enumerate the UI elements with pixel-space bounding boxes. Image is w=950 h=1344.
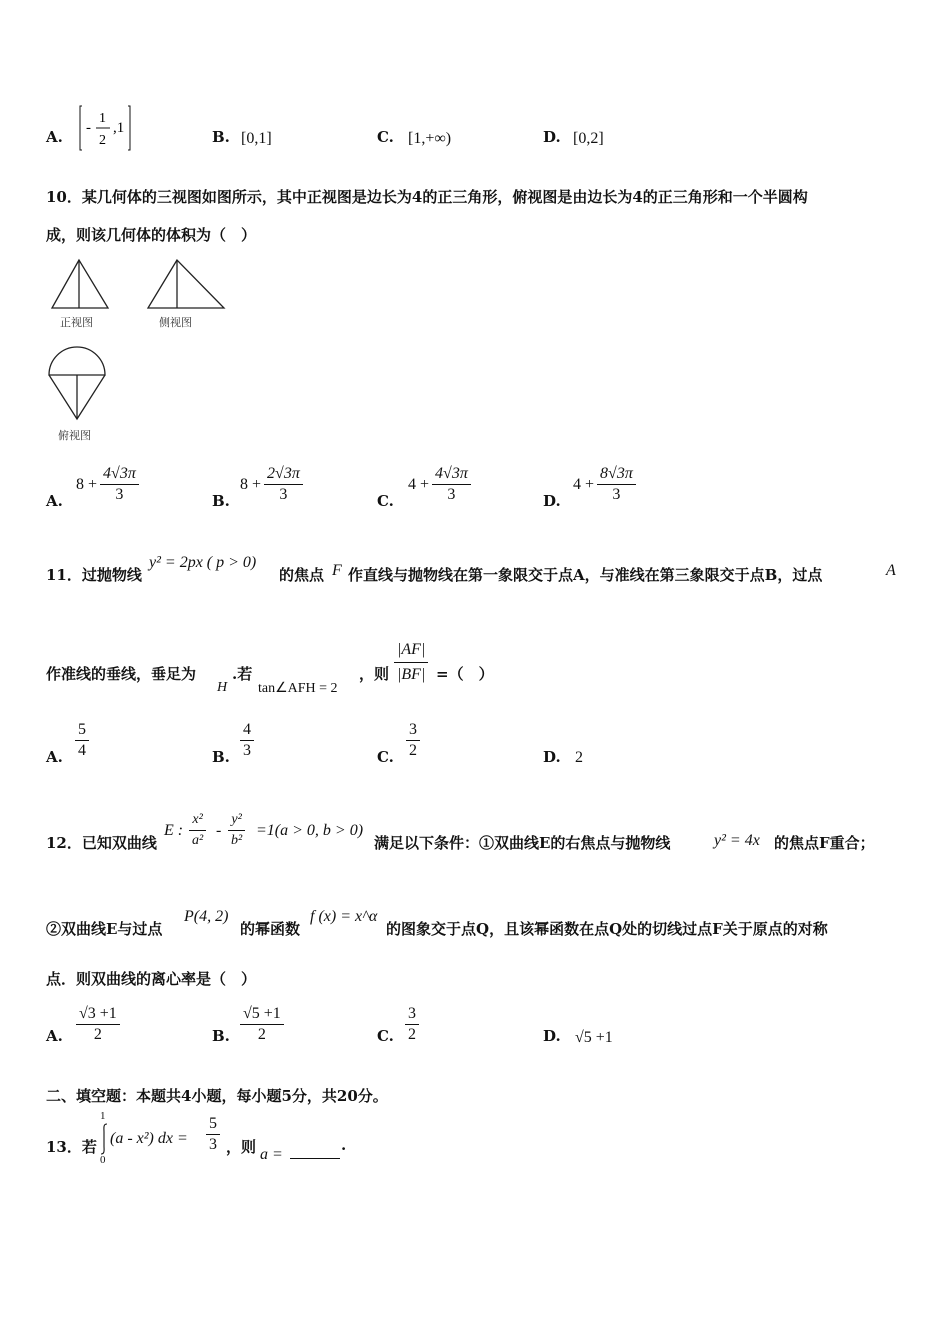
q11-c-num: 3 [406, 720, 420, 741]
q11-option-a-label: A. [46, 748, 63, 766]
q10-c-den: 3 [447, 486, 456, 503]
integral-sign-icon [98, 1122, 110, 1156]
q11-option-c-value [406, 720, 420, 761]
q12-y-term [228, 810, 245, 851]
q11-option-c-label: C. [377, 748, 394, 766]
q11-tan-condition: tan∠AFH = 2 [258, 681, 338, 696]
q12-eq-tail: =1(a > 0, b > 0) [256, 822, 364, 839]
section-2-title: 二、填空题：本题共4小题，每小题5分，共20分。 [46, 1087, 388, 1105]
q11-text-5: .若 [232, 665, 253, 683]
q11-text-7: =（ ） [436, 665, 494, 683]
q11-text-3: 作直线与抛物线在第一象限交于点A，与准线在第三象限交于点B，过点 [348, 566, 823, 584]
q13-fraction [206, 1114, 220, 1155]
q10-option-c-label: C. [377, 492, 394, 510]
q10-d-den: 3 [612, 486, 621, 503]
q12-c-den: 2 [408, 1026, 416, 1043]
q11-text-4: 作准线的垂线，垂足为 [46, 665, 197, 683]
q12-text-1: 12．已知双曲线 [46, 834, 157, 852]
q11-text-1: 11．过抛物线 [46, 566, 142, 584]
q12-b-den: 2 [257, 1026, 266, 1043]
q10-d-lead: 4 + [573, 475, 595, 493]
q12-a2: a² [192, 833, 204, 848]
q11-b-den: 3 [243, 742, 251, 759]
q10-stem-line2: 成，则该几何体的体积为（ ） [46, 226, 257, 244]
q10-c-lead: 4 + [408, 475, 430, 493]
three-view-figure [44, 256, 234, 446]
q12-line1 [46, 810, 926, 860]
q10-option-a-value [76, 464, 139, 505]
q11-parabola-eq: y² = 2px ( p > 0) [149, 554, 257, 571]
q12-line2 [46, 900, 926, 940]
q10-option-a-label: A. [46, 492, 63, 510]
q10-a-den: 3 [115, 486, 124, 503]
q12-option-a-label: A. [46, 1027, 63, 1045]
q10-option-d-label: D. [543, 492, 561, 510]
q10-b-lead: 8 + [240, 475, 262, 493]
svg-text:,1: ,1 [113, 120, 125, 136]
q12-option-d-value: √5 +1 [575, 1029, 613, 1046]
q12-text-2: 满足以下条件：①双曲线E的右焦点与抛物线 [374, 834, 671, 852]
q13-num: 5 [206, 1114, 220, 1135]
q12-x-term [189, 810, 206, 851]
q11-options [0, 720, 950, 770]
q10-a-lead: 8 + [76, 475, 98, 493]
q12-option-a-value [76, 1004, 120, 1045]
q11-b-num: 4 [240, 720, 254, 741]
q9-option-d-label: D. [543, 128, 561, 146]
q10-b-den: 3 [279, 486, 288, 503]
q11-a-den: 4 [78, 742, 86, 759]
q12-option-d-label: D. [543, 1027, 561, 1045]
q9-option-a-label: A. [46, 128, 63, 146]
side-view-caption: 侧视图 [159, 316, 192, 329]
q11-line2 [46, 636, 926, 700]
q12-e-prefix: E : [164, 822, 184, 839]
top-view-caption: 俯视图 [58, 429, 91, 442]
q11-c-den: 2 [409, 742, 417, 759]
q13-text-2: ，则 [226, 1138, 257, 1156]
q10-option-d-value [573, 464, 636, 505]
q11-text-6: ，则 [359, 665, 390, 683]
q12-point-p: P(4, 2) [184, 908, 229, 925]
q13-answer-blank[interactable] [290, 1144, 340, 1159]
q10-b-num: 2√3π [264, 464, 303, 485]
q12-c-num: 3 [405, 1004, 419, 1025]
side-view [148, 260, 224, 308]
q12-minus: - [216, 822, 222, 839]
q11-point-f: F [332, 562, 342, 579]
q12-text-4: ②双曲线E与过点 [46, 920, 163, 938]
q9-option-a-value [78, 104, 138, 157]
q12-option-b-label: B. [212, 1027, 230, 1045]
q10-c-num: 4√3π [432, 464, 471, 485]
q12-option-b-value [240, 1004, 284, 1045]
q9-option-c-label: C. [377, 128, 394, 146]
q11-ratio [394, 638, 428, 687]
q11-option-b-value [240, 720, 254, 761]
q11-point-a: A [886, 562, 896, 579]
q9-option-d-value: [0,2] [573, 130, 604, 147]
q13-den: 3 [209, 1136, 217, 1153]
q11-option-a-value [75, 720, 89, 761]
q13-integrand: (a - x²) dx = [110, 1130, 188, 1147]
q11-option-d-value: 2 [575, 749, 583, 766]
q10-options [0, 462, 950, 522]
q12-options [0, 1004, 950, 1054]
q13-end-period: . [341, 1136, 347, 1154]
q12-a-num: √3 +1 [76, 1004, 120, 1025]
q13-lower-limit: 0 [100, 1154, 106, 1166]
q11-text-2: 的焦点 [279, 566, 325, 584]
q12-b-num: √5 +1 [240, 1004, 284, 1025]
svg-text:2: 2 [99, 133, 106, 148]
q10-option-b-label: B. [212, 492, 230, 510]
q10-d-num: 8√3π [597, 464, 636, 485]
q11-point-h: H [217, 680, 228, 695]
q12-text-6: 的图象交于点Q，且该幂函数在点Q处的切线过点F关于原点的对称 [386, 920, 828, 938]
q9-option-c-value: [1,+∞) [408, 130, 452, 147]
q12-option-c-label: C. [377, 1027, 394, 1045]
q12-parabola: y² = 4x [714, 832, 760, 849]
q9-options [0, 0, 950, 160]
q11-bf: |BF| [397, 666, 426, 683]
q13-upper-limit: 1 [100, 1110, 106, 1122]
front-view [52, 260, 108, 308]
q12-text-7: 点．则双曲线的离心率是（ ） [46, 970, 257, 988]
q10-option-c-value [408, 464, 471, 505]
svg-text:-: - [86, 120, 91, 136]
q12-text-5: 的幂函数 [240, 920, 301, 938]
q10-stem-line1: 10．某几何体的三视图如图所示，其中正视图是边长为4的正三角形，俯视图是由边长为4的正三角形和一个半圆构 [46, 188, 808, 206]
front-view-caption: 正视图 [60, 316, 93, 329]
q12-power-function: f (x) = x^α [310, 908, 378, 925]
three-view-drawing [44, 256, 234, 446]
q13-line [46, 1108, 546, 1168]
q12-x2: x² [189, 810, 205, 831]
q9-interval-a [78, 104, 138, 152]
q11-option-d-label: D. [543, 748, 561, 766]
q11-option-b-label: B. [212, 748, 230, 766]
q12-y2: y² [228, 810, 244, 831]
q12-option-c-value [405, 1004, 419, 1045]
q12-b2: b² [231, 833, 243, 848]
q13-text-1: 13．若 [46, 1138, 97, 1156]
q10-option-b-value [240, 464, 303, 505]
top-view [49, 347, 105, 419]
q9-option-b-label: B. [212, 128, 230, 146]
q11-af: |AF| [394, 638, 428, 663]
q12-text-3: 的焦点F重合； [774, 834, 875, 852]
q11-a-num: 5 [75, 720, 89, 741]
q9-option-b-value: [0,1] [241, 130, 272, 147]
q12-a-den: 2 [93, 1026, 102, 1043]
svg-text:1: 1 [99, 111, 106, 126]
q13-answer-label: a = [260, 1146, 283, 1163]
q10-a-num: 4√3π [100, 464, 139, 485]
q11-line1 [46, 552, 916, 592]
